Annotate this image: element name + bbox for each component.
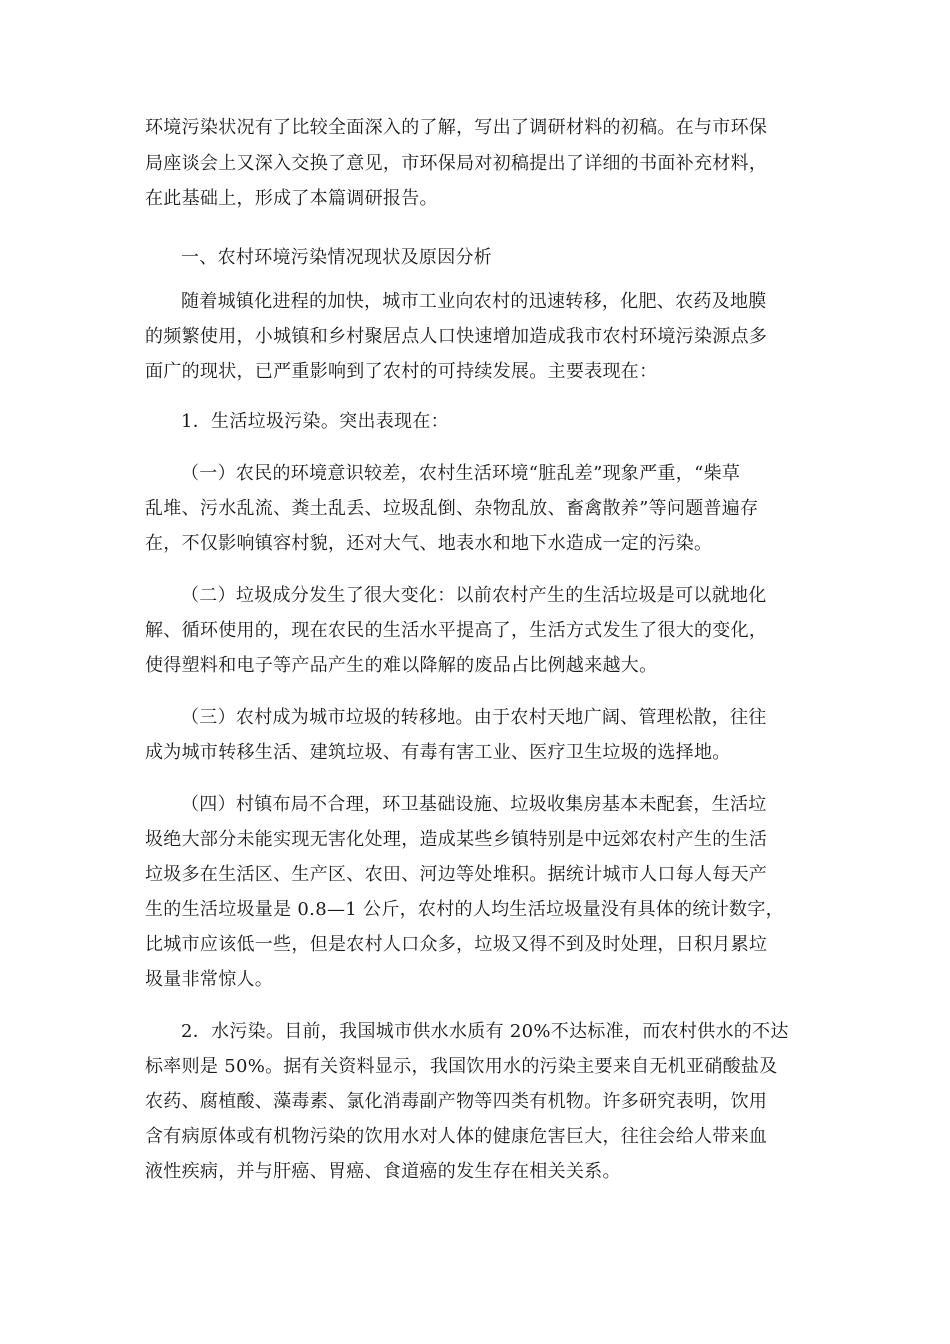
paragraph-line: 使得塑料和电子等产品产生的难以降解的废品占比例越来越大。 [145,655,658,676]
paragraph-line: 标率则是 50%。据有关资料显示，我国饮用水的污染主要来自无机亚硝酸盐及 [145,1056,778,1077]
paragraph-line: 2．水污染。目前，我国城市供水水质有 20%不达标准，而农村供水的不达 [181,1021,789,1042]
paragraph-line: 液性疾病，并与肝癌、胃癌、食道癌的发生存在相关关系。 [145,1161,621,1182]
paragraph-line: 成为城市转移生活、建筑垃圾、有毒有害工业、医疗卫生垃圾的选择地。 [145,742,731,763]
paragraph-line: 含有病原体或有机物污染的饮用水对人体的健康危害巨大，往往会给人带来血 [145,1126,768,1147]
paragraph-line: 的频繁使用，小城镇和乡村聚居点人口快速增加造成我市农村环境污染源点多 [145,326,768,347]
paragraph-line: （一）农民的环境意识较差，农村生活环境“脏乱差”现象严重，“柴草 [181,463,741,484]
paragraph-line: 在，不仅影响镇容村貌，还对大气、地表水和地下水造成一定的污染。 [145,533,713,554]
paragraph-line: 随着城镇化进程的加快，城市工业向农村的迅速转移，化肥、农药及地膜 [181,291,767,312]
paragraph-line: 解、循环使用的，现在农民的生活水平提高了，生活方式发生了很大的变化， [145,620,768,641]
paragraph-line: 比城市应该低一些，但是农村人口众多，垃圾又得不到及时处理，日积月累垃 [145,934,768,955]
paragraph-line: 农药、腐植酸、藻毒素、氯化消毒副产物等四类有机物。许多研究表明，饮用 [145,1091,768,1112]
paragraph-line: 面广的现状，已严重影响到了农村的可持续发展。主要表现在： [145,361,658,382]
paragraph-line: 环境污染状况有了比较全面深入的了解，写出了调研材料的初稿。在与市环保 [145,117,768,138]
paragraph-line: 生的生活垃圾量是 0.8—1 公斤，农村的人均生活垃圾量没有具体的统计数字， [145,899,784,920]
paragraph-line: 局座谈会上又深入交换了意见，市环保局对初稿提出了详细的书面补充材料， [145,153,768,174]
paragraph-line: 在此基础上，形成了本篇调研报告。 [145,188,438,209]
paragraph-line: 垃圾多在生活区、生产区、农田、河边等处堆积。据统计城市人口每人每天产 [145,864,768,885]
paragraph-line: （四）村镇布局不合理，环卫基础设施、垃圾收集房基本未配套，生活垃 [181,794,767,815]
paragraph-line: 乱堆、污水乱流、粪土乱丢、垃圾乱倒、杂物乱放、畜禽散养”等问题普遍存 [145,498,759,519]
list-item-heading: 1．生活垃圾污染。突出表现在： [181,411,449,432]
paragraph-line: 圾绝大部分未能实现无害化处理，造成某些乡镇特别是中远郊农村产生的生活 [145,829,768,850]
paragraph-line: 圾量非常惊人。 [145,969,274,990]
paragraph-line: （二）垃圾成分发生了很大变化：以前农村产生的生活垃圾是可以就地化 [181,585,767,606]
paragraph-line: （三）农村成为城市垃圾的转移地。由于农村天地广阔、管理松散，往往 [181,707,767,728]
section-heading: 一、农村环境污染情况现状及原因分析 [181,247,493,268]
